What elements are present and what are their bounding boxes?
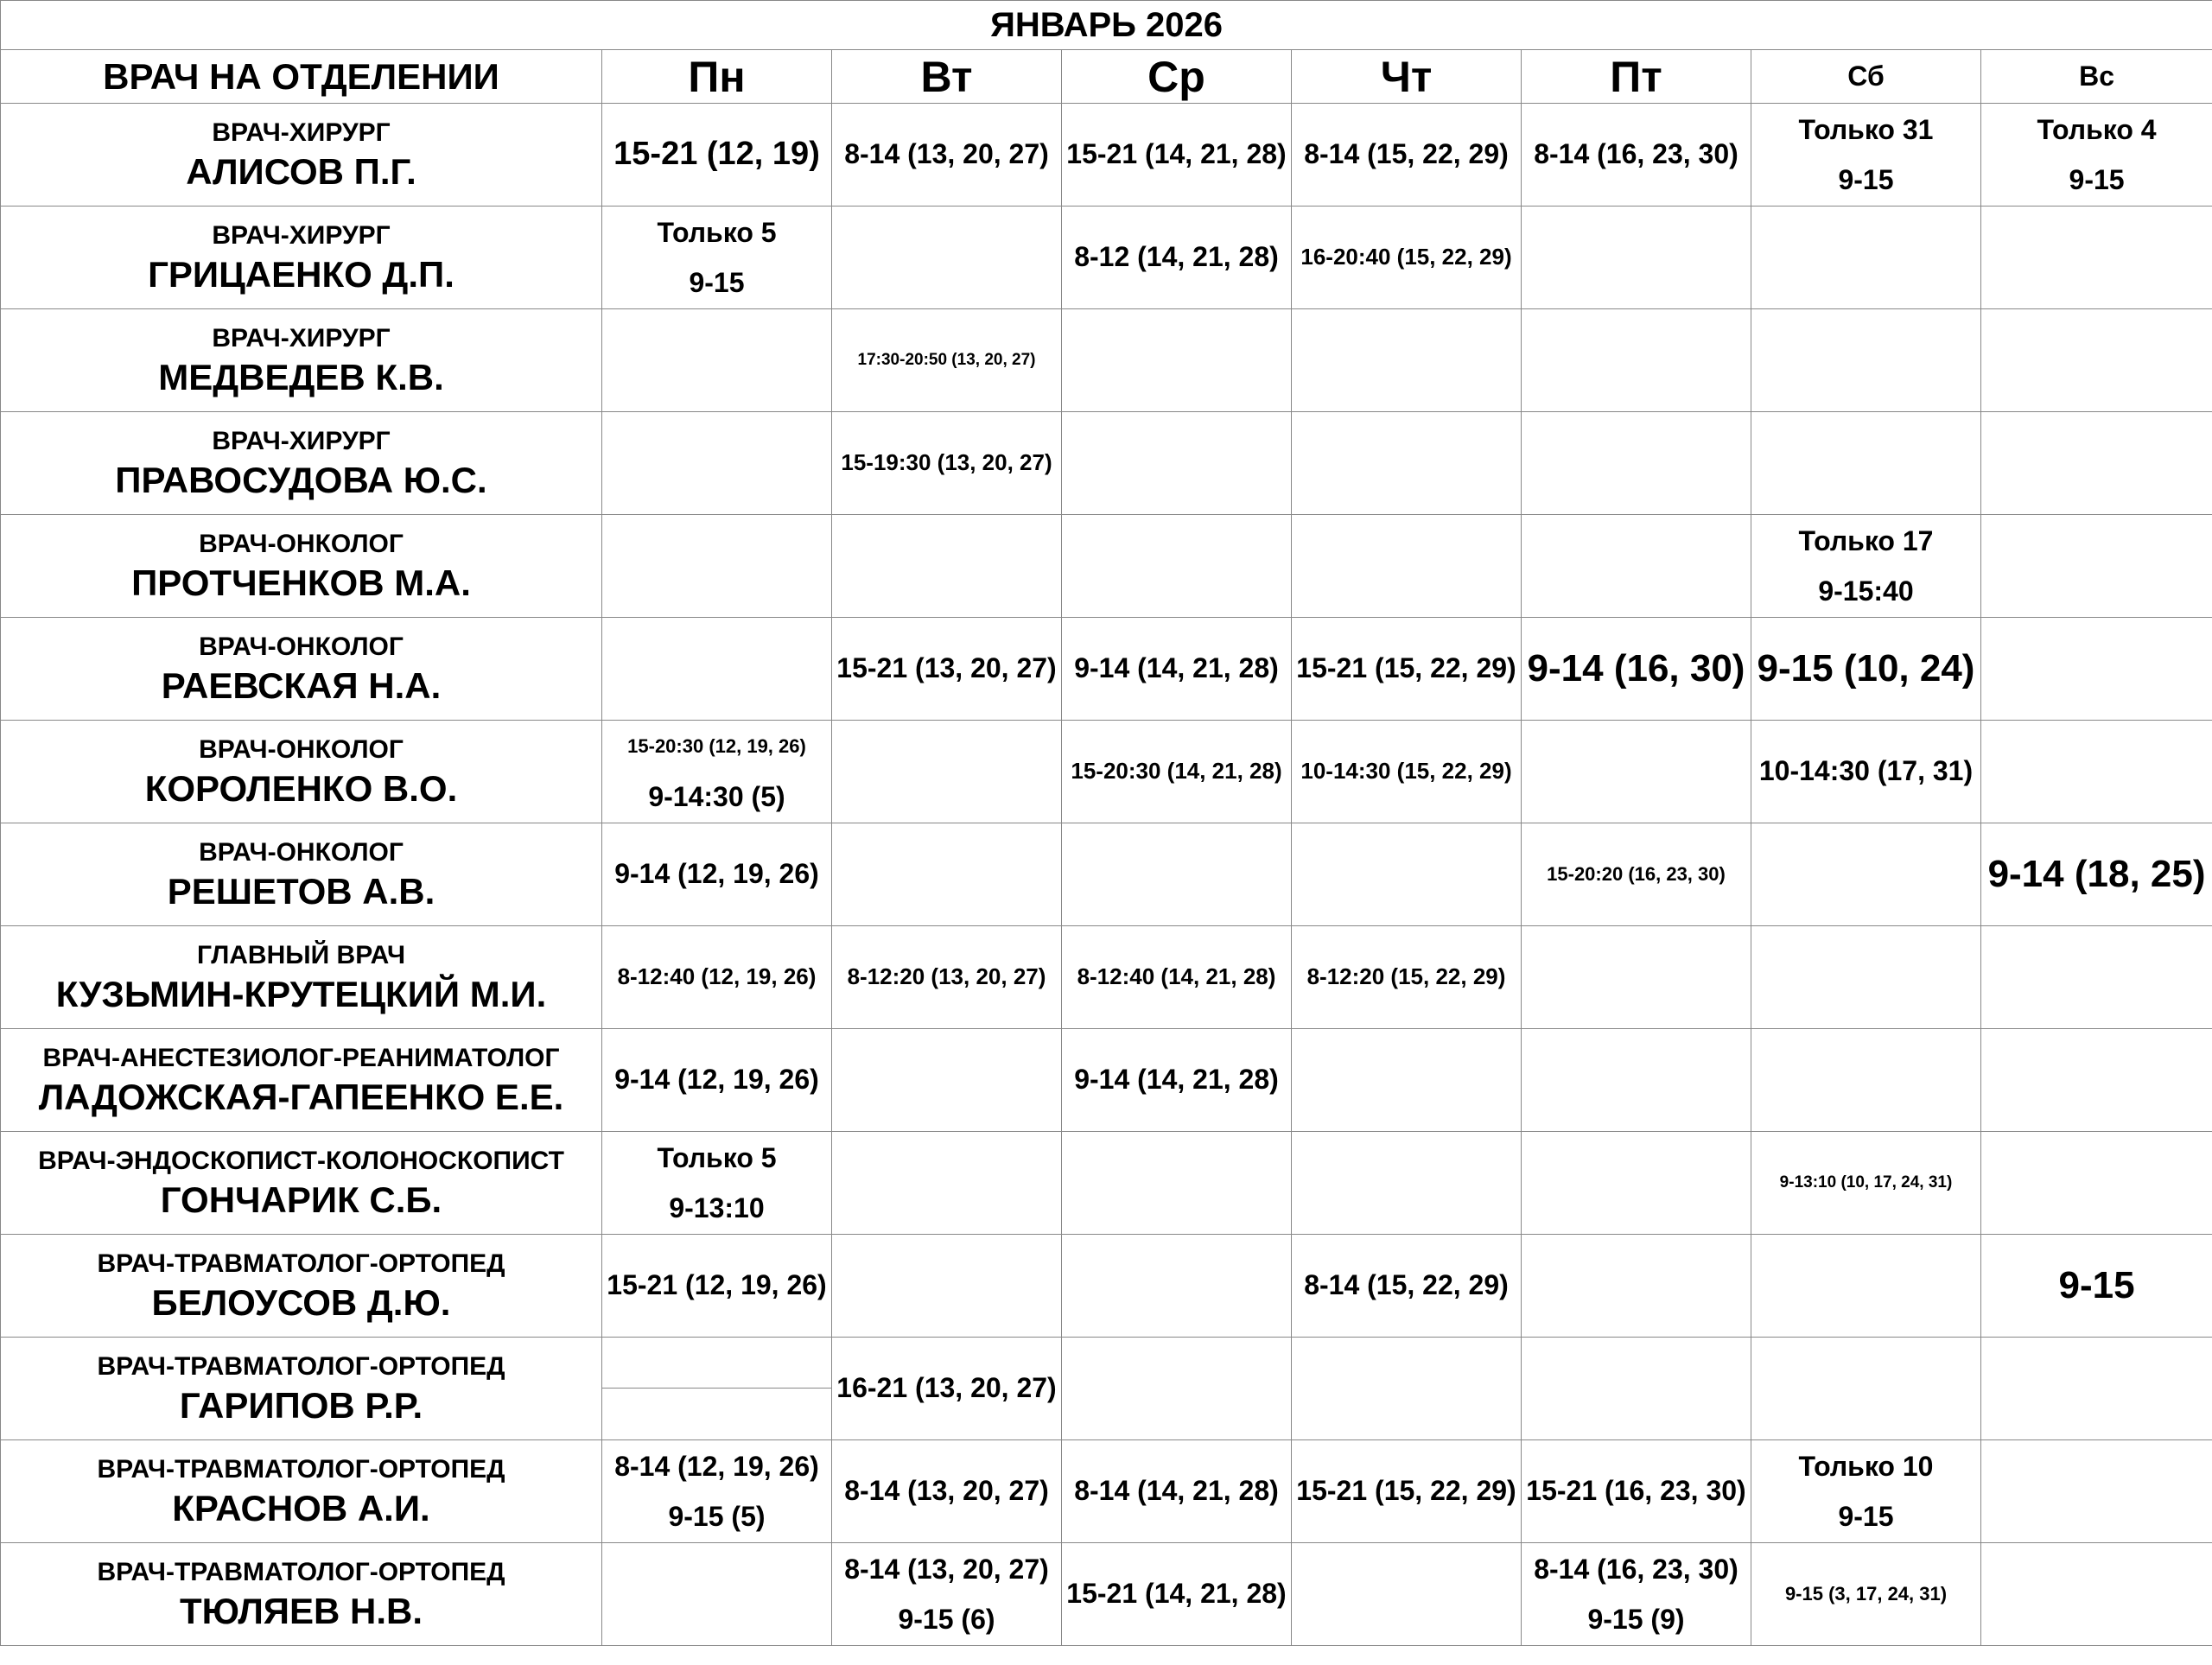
- schedule-line: Только 17: [1798, 524, 1934, 556]
- doctor-row: [1, 617, 2212, 720]
- schedule-cell-sun: [1981, 411, 2212, 514]
- schedule-cell-sat: 9-13:10 (10, 17, 24, 31): [1751, 1131, 1981, 1234]
- doctor-cell: [1, 1337, 602, 1439]
- doctor-cell: [1, 411, 602, 514]
- doctor-name: ПРАВОСУДОВА Ю.С.: [115, 459, 487, 500]
- schedule-cell-fri: [1522, 720, 1751, 823]
- schedule-cell-fri: [1522, 206, 1751, 308]
- schedule-line: 9-15: [689, 266, 745, 298]
- schedule-cell-fri: [1522, 1131, 1751, 1234]
- schedule-cell-tue: 8-12:20 (13, 20, 27): [832, 925, 1062, 1028]
- schedule-cell-sat: 10-14:30 (17, 31): [1751, 720, 1981, 823]
- schedule-cell-sun: [1981, 103, 2212, 206]
- schedule-cell-sat: [1751, 206, 1981, 308]
- doctor-name: ГРИЦАЕНКО Д.П.: [148, 253, 454, 295]
- page-title: ЯНВАРЬ 2026: [1, 1, 2212, 50]
- schedule-line: 8-14 (16, 23, 30): [1534, 1553, 1738, 1585]
- doctor-row: [1, 1131, 2212, 1234]
- doctor-role: ВРАЧ-ХИРУРГ: [212, 220, 391, 250]
- schedule-cell-sat: [1751, 925, 1981, 1028]
- schedule-cell-tue: 8-14 (13, 20, 27): [832, 103, 1062, 206]
- schedule-cell-thu: [1292, 823, 1522, 925]
- schedule-cell-mon: 15-21 (12, 19): [602, 103, 832, 206]
- schedule-cell-sun: [1981, 1542, 2212, 1645]
- schedule-cell-fri: 15-21 (16, 23, 30): [1522, 1439, 1751, 1542]
- schedule-cell-sun: [1981, 1337, 2212, 1439]
- schedule-cell-tue: [832, 1028, 1062, 1131]
- doctor-cell: [1, 720, 602, 823]
- schedule-line: Только 5: [657, 216, 777, 248]
- schedule-cell-tue: 17:30-20:50 (13, 20, 27): [832, 308, 1062, 411]
- schedule-cell-tue: 15-19:30 (13, 20, 27): [832, 411, 1062, 514]
- schedule-cell-sun: [1981, 720, 2212, 823]
- schedule-cell-sat: [1751, 1234, 1981, 1337]
- schedule-cell-tue: [832, 514, 1062, 617]
- doctor-row: [1, 514, 2212, 617]
- doctor-name: КОРОЛЕНКО В.О.: [144, 767, 458, 809]
- doctor-role: ГЛАВНЫЙ ВРАЧ: [196, 940, 406, 969]
- schedule-cell-thu: [1292, 1542, 1522, 1645]
- schedule-line: 8-14 (12, 19, 26): [614, 1450, 819, 1482]
- split-cell: [602, 1338, 831, 1439]
- doctor-row: [1, 206, 2212, 308]
- doctor-name: ТЮЛЯЕВ Н.В.: [179, 1590, 423, 1631]
- doctor-row: [1, 823, 2212, 925]
- schedule-line: 9-15: [1838, 163, 1894, 195]
- schedule-cell-thu: [1292, 308, 1522, 411]
- schedule-cell-mon: 8-12:40 (12, 19, 26): [602, 925, 832, 1028]
- schedule-cell-tue: [832, 1542, 1062, 1645]
- schedule-cell-wed: 9-14 (14, 21, 28): [1062, 617, 1292, 720]
- doctor-cell: [1, 514, 602, 617]
- schedule-cell-mon: [602, 617, 832, 720]
- doctor-column-header: ВРАЧ НА ОТДЕЛЕНИИ: [1, 50, 602, 104]
- doctor-name: АЛИСОВ П.Г.: [186, 150, 416, 192]
- doctor-name: КРАСНОВ А.И.: [172, 1487, 430, 1528]
- schedule-cell-sun: 9-15: [1981, 1234, 2212, 1337]
- schedule-cell-sat: [1751, 1439, 1981, 1542]
- schedule-cell-sun: [1981, 925, 2212, 1028]
- schedule-cell-mon: 9-14 (12, 19, 26): [602, 1028, 832, 1131]
- schedule-cell-fri: 8-14 (16, 23, 30): [1522, 103, 1751, 206]
- schedule-cell-sat: [1751, 1028, 1981, 1131]
- schedule-cell-sat: [1751, 411, 1981, 514]
- doctor-row: [1, 1439, 2212, 1542]
- schedule-cell-tue: [832, 1131, 1062, 1234]
- schedule-cell-wed: [1062, 823, 1292, 925]
- schedule-line: 9-15 (6): [898, 1603, 995, 1635]
- schedule-cell-sat: [1751, 1337, 1981, 1439]
- doctor-row: [1, 1028, 2212, 1131]
- schedule-cell-fri: [1522, 1234, 1751, 1337]
- doctor-cell: [1, 1234, 602, 1337]
- schedule-line: Только 5: [657, 1141, 777, 1173]
- schedule-cell-mon: 15-21 (12, 19, 26): [602, 1234, 832, 1337]
- schedule-line: 9-15 (5): [668, 1500, 766, 1532]
- doctor-role: ВРАЧ-ОНКОЛОГ: [199, 632, 404, 661]
- schedule-cell-thu: 16-20:40 (15, 22, 29): [1292, 206, 1522, 308]
- schedule-cell-sun: [1981, 617, 2212, 720]
- schedule-cell-thu: 10-14:30 (15, 22, 29): [1292, 720, 1522, 823]
- title-row: [1, 1, 2212, 50]
- schedule-cell-mon: [602, 1131, 832, 1234]
- doctor-role: ВРАЧ-ОНКОЛОГ: [199, 837, 404, 867]
- schedule-cell-wed: [1062, 514, 1292, 617]
- doctor-cell: [1, 1542, 602, 1645]
- schedule-line: 9-13:10: [669, 1192, 765, 1223]
- schedule-cell-wed: [1062, 308, 1292, 411]
- schedule-cell-sat: [1751, 308, 1981, 411]
- schedule-cell-wed: [1062, 1234, 1292, 1337]
- day-header-sun: Вс: [1981, 50, 2212, 104]
- doctor-role: ВРАЧ-ТРАВМАТОЛОГ-ОРТОПЕД: [97, 1249, 505, 1278]
- doctor-cell: [1, 823, 602, 925]
- doctor-name: МЕДВЕДЕВ К.В.: [158, 356, 444, 397]
- schedule-cell-thu: 15-21 (15, 22, 29): [1292, 617, 1522, 720]
- schedule-cell-fri: 15-20:20 (16, 23, 30): [1522, 823, 1751, 925]
- schedule-cell-mon: 9-14 (12, 19, 26): [602, 823, 832, 925]
- schedule-cell-fri: [1522, 308, 1751, 411]
- day-header-fri: Пт: [1522, 50, 1751, 104]
- schedule-cell-wed: 8-12 (14, 21, 28): [1062, 206, 1292, 308]
- doctor-name: РЕШЕТОВ А.В.: [167, 870, 435, 912]
- schedule-line: 9-15: [1838, 1500, 1894, 1532]
- doctor-cell: [1, 925, 602, 1028]
- day-header-sat: Сб: [1751, 50, 1981, 104]
- doctor-row: [1, 1337, 2212, 1439]
- schedule-cell-fri: [1522, 411, 1751, 514]
- schedule-line: Только 4: [2037, 113, 2157, 145]
- schedule-cell-sat: 9-15 (10, 24): [1751, 617, 1981, 720]
- schedule-cell-thu: 8-14 (15, 22, 29): [1292, 103, 1522, 206]
- schedule-cell-wed: [1062, 1337, 1292, 1439]
- schedule-cell-mon: [602, 411, 832, 514]
- schedule-cell-sat: 9-15 (3, 17, 24, 31): [1751, 1542, 1981, 1645]
- schedule-cell-sun: [1981, 1131, 2212, 1234]
- schedule-line: 9-15:40: [1818, 575, 1914, 607]
- doctor-role: ВРАЧ-ОНКОЛОГ: [199, 529, 404, 558]
- schedule-cell-wed: 8-14 (14, 21, 28): [1062, 1439, 1292, 1542]
- schedule-cell-thu: [1292, 1337, 1522, 1439]
- doctor-role: ВРАЧ-ТРАВМАТОЛОГ-ОРТОПЕД: [97, 1351, 505, 1381]
- doctor-row: [1, 1234, 2212, 1337]
- schedule-cell-thu: 8-12:20 (15, 22, 29): [1292, 925, 1522, 1028]
- doctor-row: [1, 925, 2212, 1028]
- schedule-cell-tue: [832, 823, 1062, 925]
- doctor-name: ПРОТЧЕНКОВ М.А.: [131, 562, 471, 603]
- schedule-cell-tue: [832, 1234, 1062, 1337]
- schedule-cell-thu: [1292, 514, 1522, 617]
- schedule-cell-fri: [1522, 1337, 1751, 1439]
- day-header-mon: Пн: [602, 50, 832, 104]
- doctor-role: ВРАЧ-ХИРУРГ: [212, 118, 391, 147]
- doctor-role: ВРАЧ-ОНКОЛОГ: [199, 734, 404, 764]
- schedule-cell-sun: [1981, 1028, 2212, 1131]
- doctor-cell: [1, 206, 602, 308]
- doctor-name: КУЗЬМИН-КРУТЕЦКИЙ М.И.: [55, 973, 547, 1014]
- schedule-line: 15-20:30 (12, 19, 26): [627, 734, 806, 757]
- schedule-cell-tue: [832, 720, 1062, 823]
- schedule-line: 9-15: [2069, 163, 2125, 195]
- doctor-role: ВРАЧ-АНЕСТЕЗИОЛОГ-РЕАНИМАТОЛОГ: [42, 1043, 560, 1072]
- schedule-cell-wed: 9-14 (14, 21, 28): [1062, 1028, 1292, 1131]
- doctor-cell: [1, 103, 602, 206]
- schedule-cell-wed: [1062, 411, 1292, 514]
- schedule-cell-wed: 8-12:40 (14, 21, 28): [1062, 925, 1292, 1028]
- schedule-cell-mon: [602, 1337, 832, 1439]
- doctor-row: [1, 308, 2212, 411]
- schedule-cell-sun: [1981, 514, 2212, 617]
- schedule-cell-fri: [1522, 514, 1751, 617]
- schedule-cell-tue: 8-14 (13, 20, 27): [832, 1439, 1062, 1542]
- day-header-thu: Чт: [1292, 50, 1522, 104]
- schedule-cell-fri: [1522, 1542, 1751, 1645]
- schedule-cell-thu: 15-21 (15, 22, 29): [1292, 1439, 1522, 1542]
- doctor-row: [1, 103, 2212, 206]
- doctor-cell: [1, 617, 602, 720]
- schedule-line: 9-14:30 (5): [648, 780, 785, 812]
- schedule-cell-mon: [602, 1439, 832, 1542]
- day-header-wed: Ср: [1062, 50, 1292, 104]
- doctor-cell: [1, 1439, 602, 1542]
- day-header-tue: Вт: [832, 50, 1062, 104]
- doctor-role: ВРАЧ-ХИРУРГ: [212, 323, 391, 353]
- schedule-cell-wed: 15-21 (14, 21, 28): [1062, 103, 1292, 206]
- schedule-cell-mon: [602, 720, 832, 823]
- schedule-cell-sun: [1981, 206, 2212, 308]
- doctor-name: ГОНЧАРИК С.Б.: [160, 1179, 442, 1220]
- doctor-name: БЕЛОУСОВ Д.Ю.: [151, 1281, 451, 1323]
- schedule-cell-thu: [1292, 1028, 1522, 1131]
- doctor-role: ВРАЧ-ТРАВМАТОЛОГ-ОРТОПЕД: [97, 1454, 505, 1484]
- doctor-role: ВРАЧ-ТРАВМАТОЛОГ-ОРТОПЕД: [97, 1557, 505, 1586]
- schedule-cell-mon: [602, 308, 832, 411]
- schedule-cell-tue: [832, 206, 1062, 308]
- schedule-cell-wed: 15-21 (14, 21, 28): [1062, 1542, 1292, 1645]
- schedule-cell-sat: [1751, 514, 1981, 617]
- doctor-role: ВРАЧ-ЭНДОСКОПИСТ-КОЛОНОСКОПИСТ: [38, 1146, 564, 1175]
- schedule-cell-sat: [1751, 103, 1981, 206]
- schedule-cell-fri: [1522, 925, 1751, 1028]
- doctor-row: [1, 1542, 2212, 1645]
- doctor-row: [1, 411, 2212, 514]
- schedule-line: 9-15 (9): [1587, 1603, 1685, 1635]
- schedule-cell-thu: [1292, 1131, 1522, 1234]
- schedule-cell-sun: [1981, 308, 2212, 411]
- doctor-name: ЛАДОЖСКАЯ-ГАПЕЕНКО Е.Е.: [38, 1076, 564, 1117]
- schedule-cell-fri: [1522, 1028, 1751, 1131]
- schedule-line: Только 31: [1798, 113, 1934, 145]
- schedule-cell-sun: 9-14 (18, 25): [1981, 823, 2212, 925]
- schedule-cell-tue: 16-21 (13, 20, 27): [832, 1337, 1062, 1439]
- schedule-line: 8-14 (13, 20, 27): [844, 1553, 1049, 1585]
- schedule-cell-wed: [1062, 1131, 1292, 1234]
- doctor-cell: [1, 1131, 602, 1234]
- doctor-row: [1, 720, 2212, 823]
- schedule-cell-mon: [602, 206, 832, 308]
- doctor-cell: [1, 308, 602, 411]
- doctor-name: ГАРИПОВ Р.Р.: [179, 1384, 423, 1426]
- schedule-cell-thu: 8-14 (15, 22, 29): [1292, 1234, 1522, 1337]
- schedule-line: Только 10: [1798, 1450, 1934, 1482]
- schedule-cell-thu: [1292, 411, 1522, 514]
- doctor-cell: [1, 1028, 602, 1131]
- schedule-cell-fri: 9-14 (16, 30): [1522, 617, 1751, 720]
- schedule-cell-wed: 15-20:30 (14, 21, 28): [1062, 720, 1292, 823]
- schedule-cell-sat: [1751, 823, 1981, 925]
- doctor-name: РАЕВСКАЯ Н.А.: [161, 664, 442, 706]
- schedule-cell-mon: [602, 1542, 832, 1645]
- doctor-role: ВРАЧ-ХИРУРГ: [212, 426, 391, 455]
- schedule-cell-mon: [602, 514, 832, 617]
- header-row: [1, 50, 2212, 104]
- schedule-cell-sun: [1981, 1439, 2212, 1542]
- schedule-cell-tue: 15-21 (13, 20, 27): [832, 617, 1062, 720]
